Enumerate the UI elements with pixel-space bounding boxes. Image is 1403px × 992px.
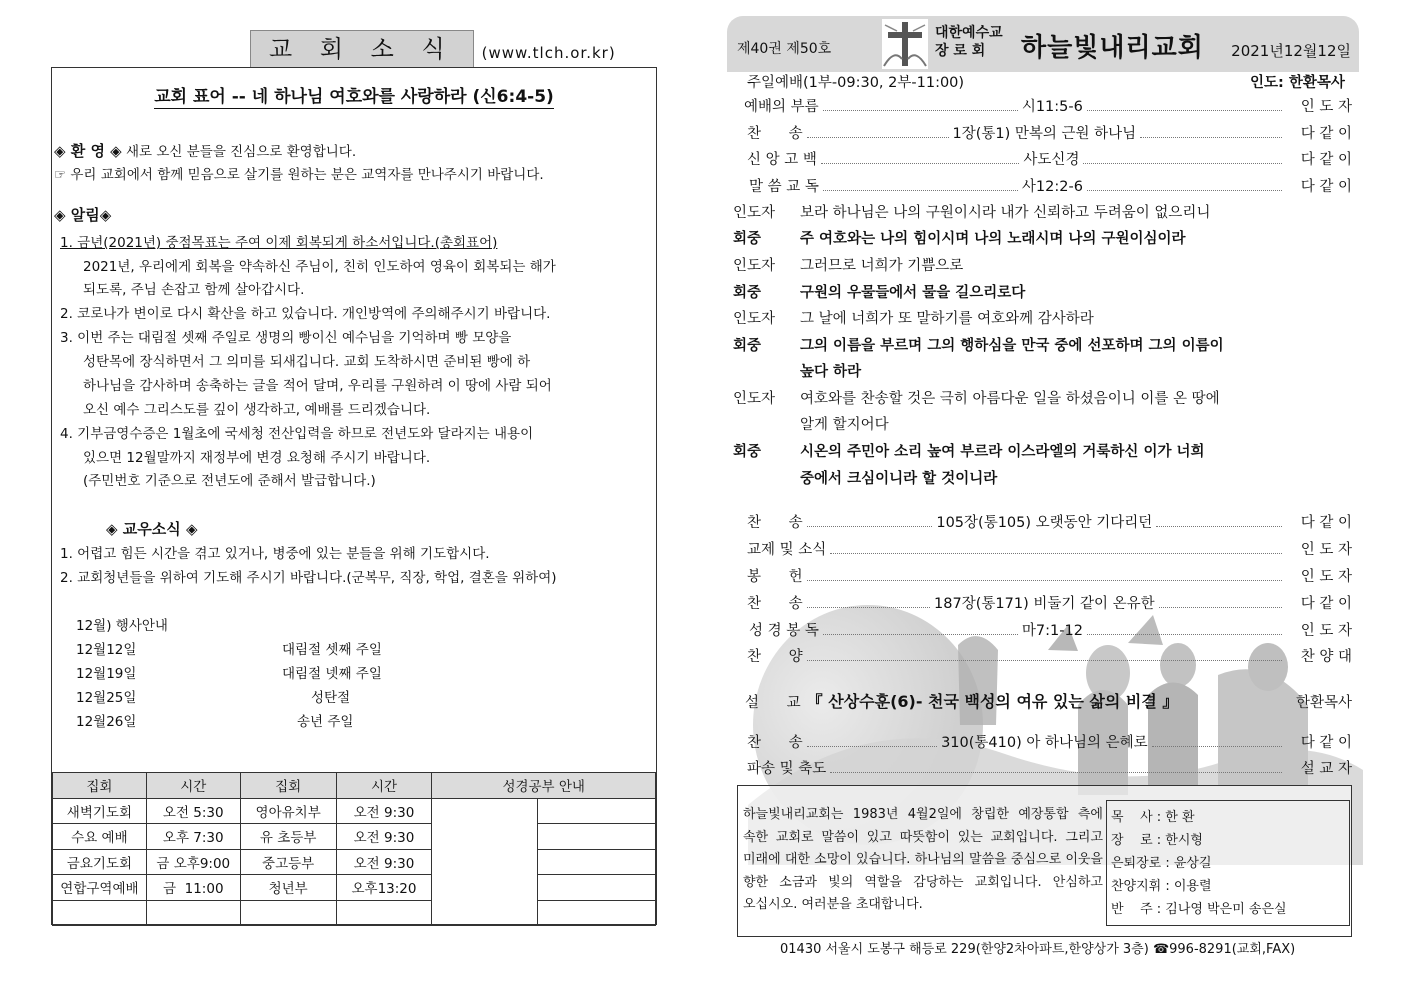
member-news-2: 2. 교회청년들을 위하여 기도해 주시기 바랍니다.(군복무, 직장, 학업, 결혼을 위하여) bbox=[60, 570, 557, 586]
table-cell bbox=[240, 900, 336, 926]
notice-4-line-3: (주민번호 기준으로 전년도에 준해서 발급합니다.) bbox=[83, 473, 376, 489]
notice-4: 4. 기부금영수증은 1월초에 국세청 전산입력을 하므로 전년도와 달라지는 내용이 bbox=[60, 426, 534, 442]
bible-study-cell bbox=[538, 824, 656, 850]
table-cell: 금 11:00 bbox=[146, 875, 240, 901]
sermon-preacher: 한환목사 bbox=[1295, 695, 1352, 711]
volume-number: 제40권 제50호 bbox=[737, 41, 832, 57]
sermon-title: 『 산상수훈(6)- 천국 백성의 여유 있는 삶의 비결 』 bbox=[806, 692, 1179, 711]
reading-speaker: 회중 bbox=[733, 231, 762, 247]
bible-study-cell bbox=[538, 849, 656, 875]
column-header: 성경공부 안내 bbox=[432, 773, 656, 799]
notice-1-line-3: 되도록, 주님 손잡고 함께 살아갑시다. bbox=[83, 282, 305, 298]
column-header: 집회 bbox=[240, 773, 336, 799]
reading-line: 보라 하나님은 나의 구원이시라 내가 신뢰하고 두려움이 없으리니 bbox=[800, 205, 1211, 221]
church-cross-logo-icon bbox=[882, 19, 928, 69]
church-staff-list bbox=[1106, 800, 1350, 926]
service-schedule-table bbox=[52, 772, 656, 926]
service-times: 주일예배(1부-09:30, 2부-11:00) bbox=[747, 75, 965, 91]
notice-4-line-2: 있으면 12월말까지 재정부에 변경 요청해 주시기 바랍니다. bbox=[83, 450, 431, 466]
events-heading: 12월) 행사안내 bbox=[76, 618, 168, 634]
reading-line: 그의 이름을 부르며 그의 행하심을 만국 중에 선포하며 그의 이름이 bbox=[800, 338, 1224, 354]
reading-speaker: 회중 bbox=[733, 444, 762, 460]
reading-line: 주 여호와는 나의 힘이시며 나의 노래시며 나의 구원이심이라 bbox=[800, 231, 1186, 247]
reading-line: 알게 할지어다 bbox=[800, 417, 889, 433]
order-item: 찬 양 찬 양 대 bbox=[747, 649, 1352, 665]
reading-speaker: 인도자 bbox=[733, 391, 776, 407]
event-date: 12월12일 bbox=[76, 642, 137, 658]
reading-line: 그러므로 너희가 기쁨으로 bbox=[800, 258, 964, 274]
members-heading: ◈ 교우소식 ◈ bbox=[106, 520, 198, 538]
order-item: 찬 송 105장(통105) 오랫동안 기다리던 다 같 이 bbox=[747, 515, 1353, 531]
bible-study-cell bbox=[538, 875, 656, 901]
event-name: 송년 주일 bbox=[297, 714, 354, 730]
service-leader: 인도: 한환목사 bbox=[1250, 75, 1345, 91]
reading-speaker: 인도자 bbox=[733, 205, 776, 221]
event-date: 12월26일 bbox=[76, 714, 137, 730]
table-cell: 오전 9:30 bbox=[336, 798, 432, 824]
staff-line: 장 로 : 한시형 bbox=[1111, 833, 1203, 848]
sermon-label: 설 교 bbox=[745, 695, 801, 711]
church-description: 하늘빛내리교회는 1983년 4월2일에 창립한 예장통합 측에 속한 교회로 말씀이 있고 따뜻함이 있는 교회입니다. 그리고 미래에 대한 소망이 있습니다. 하나님의 말씀을 중심으로 이웃을 향한 소금과 빛의 역할을 감당하는 교회입니다. 안심하고 오십시오. 여러분을 초대합니다. bbox=[743, 807, 1103, 912]
table-cell: 오후 7:30 bbox=[146, 824, 240, 850]
notice-3-line-3: 하나님을 감사하며 송축하는 글을 적어 달며, 우리를 구원하려 이 땅에 사람 되어 bbox=[83, 378, 552, 394]
table-cell: 오전 5:30 bbox=[146, 798, 240, 824]
staff-line: 반 주 : 김나영 박은미 송은실 bbox=[1111, 902, 1287, 917]
church-url[interactable]: (www.tlch.or.kr) bbox=[481, 44, 616, 62]
column-header: 시간 bbox=[336, 773, 432, 799]
order-item: 찬 송 187장(통171) 비둘기 같이 온유한 다 같 이 bbox=[747, 596, 1352, 612]
reading-speaker: 인도자 bbox=[733, 258, 776, 274]
reading-speaker: 회중 bbox=[733, 285, 762, 301]
reading-speaker: 인도자 bbox=[733, 311, 776, 327]
order-item: 찬 송 310(통410) 아 하나님의 은혜로 다 같 이 bbox=[747, 735, 1353, 751]
notice-3: 3. 이번 주는 대림절 셋째 주일로 생명의 빵이신 예수님을 기억하며 빵 모양을 bbox=[60, 330, 512, 346]
bulletin-banner bbox=[727, 16, 1359, 72]
reading-line: 구원의 우물들에서 물을 길으리로다 bbox=[800, 285, 1026, 301]
table-row bbox=[53, 900, 656, 926]
table-header-row bbox=[53, 773, 656, 799]
church-address: 01430 서울시 도봉구 해등로 229(한양2차아파트,한양상가 3층) ☎996-8291(교회,FAX) bbox=[780, 942, 1296, 957]
bible-study-cell bbox=[538, 900, 656, 926]
event-name: 성탄절 bbox=[311, 690, 351, 706]
notice-2: 2. 코로나가 변이로 다시 확산을 하고 있습니다. 개인방역에 주의해주시기 바랍니다. bbox=[60, 306, 551, 322]
table-cell: 영아유치부 bbox=[240, 798, 336, 824]
reading-line: 시온의 주민아 소리 높여 부르라 이스라엘의 거룩하신 이가 너희 bbox=[800, 444, 1205, 460]
order-item: 성 경 봉 독 마7:1-12 인 도 자 bbox=[749, 623, 1353, 639]
church-motto: 교회 표어 -- 네 하나님 여호와를 사랑하라 (신6:4-5) bbox=[154, 87, 554, 107]
staff-line: 찬양지휘 : 이용렬 bbox=[1111, 879, 1212, 894]
notice-3-line-4: 오신 예수 그리스도를 깊이 생각하고, 예배를 드리겠습니다. bbox=[83, 402, 431, 418]
column-header: 집회 bbox=[53, 773, 147, 799]
event-date: 12월25일 bbox=[76, 690, 137, 706]
table-cell: 금요기도회 bbox=[53, 849, 147, 875]
event-name: 대림절 넷째 주일 bbox=[282, 666, 382, 682]
bible-study-cell bbox=[538, 798, 656, 824]
staff-line: 목 사 : 한 환 bbox=[1111, 810, 1195, 825]
table-cell: 새벽기도회 bbox=[53, 798, 147, 824]
order-item: 교제 및 소식 인 도 자 bbox=[747, 542, 1352, 558]
reading-line: 중에서 크심이니라 할 것이니라 bbox=[800, 471, 998, 487]
reading-line: 그 날에 너희가 또 말하기를 여호와께 감사하라 bbox=[800, 311, 1094, 327]
order-item: 봉 헌 인 도 자 bbox=[747, 569, 1352, 585]
reading-line: 여호와를 찬송할 것은 극히 아름다운 일을 하셨음이니 이를 온 땅에 bbox=[800, 391, 1220, 407]
news-box bbox=[51, 67, 657, 925]
notice-1: 1. 금년(2021년) 중점목표는 주여 이제 회복되게 하소서입니다.(총회표어) bbox=[60, 235, 498, 251]
bulletin-date: 2021년12월12일 bbox=[1231, 42, 1351, 60]
table-row bbox=[53, 849, 656, 875]
event-date: 12월19일 bbox=[76, 666, 137, 682]
notice-3-line-2: 성탄목에 장식하면서 그 의미를 되새깁니다. 교회 도착하시면 준비된 빵에 하 bbox=[83, 354, 531, 370]
table-row bbox=[53, 798, 656, 824]
table-cell: 청년부 bbox=[240, 875, 336, 901]
reading-speaker: 회중 bbox=[733, 338, 762, 354]
welcome-text: 새로 오신 분들을 진심으로 환영합니다. bbox=[121, 144, 357, 160]
staff-line: 은퇴장로 : 윤상길 bbox=[1111, 856, 1212, 871]
table-cell: 유 초등부 bbox=[240, 824, 336, 850]
order-item: 말 씀 교 독 사12:2-6 다 같 이 bbox=[749, 179, 1353, 195]
order-item: 신 앙 고 백 사도신경 다 같 이 bbox=[747, 152, 1353, 168]
denomination: 대한예수교 장 로 회 bbox=[935, 25, 1003, 59]
table-cell: 오전 9:30 bbox=[336, 824, 432, 850]
notice-heading: ◈ 알림◈ bbox=[54, 206, 112, 224]
table-cell bbox=[336, 900, 432, 926]
notice-1-line-2: 2021년, 우리에게 회복을 약속하신 주님이, 친히 인도하여 영육이 회복되는 해가 bbox=[83, 259, 556, 275]
welcome-line-2: ☞ 우리 교회에서 함께 믿음으로 살기를 원하는 분은 교역자를 만나주시기 바랍니다. bbox=[54, 167, 544, 183]
section-title: 교 회 소 식 bbox=[250, 30, 474, 68]
table-cell: 오전 9:30 bbox=[336, 849, 432, 875]
table-cell: 연합구역예배 bbox=[53, 875, 147, 901]
welcome-heading: ◈ 환 영 ◈ bbox=[54, 142, 122, 160]
news-header bbox=[250, 28, 616, 68]
member-news-1: 1. 어렵고 힘든 시간을 겪고 있거나, 병중에 있는 분들을 위해 기도합시다. bbox=[60, 546, 490, 562]
table-cell bbox=[146, 900, 240, 926]
order-item: 예배의 부름 시11:5-6 인 도 자 bbox=[744, 99, 1352, 115]
table-cell: 오후13:20 bbox=[336, 875, 432, 901]
table-row bbox=[53, 875, 656, 901]
table-cell: 수요 예배 bbox=[53, 824, 147, 850]
order-item: 파송 및 축도 설 교 자 bbox=[747, 761, 1352, 777]
table-cell: 금 오후9:00 bbox=[146, 849, 240, 875]
reading-line: 높다 하라 bbox=[800, 364, 862, 380]
welcome-line bbox=[54, 142, 356, 161]
church-name: 하늘빛내리교회 bbox=[1021, 33, 1204, 63]
church-info-box bbox=[737, 785, 1352, 937]
sermon-row bbox=[737, 686, 1352, 712]
column-header: 시간 bbox=[146, 773, 240, 799]
table-cell bbox=[53, 900, 147, 926]
order-item: 찬 송 1장(통1) 만복의 근원 하나님 다 같 이 bbox=[747, 126, 1352, 142]
table-cell: 중고등부 bbox=[240, 849, 336, 875]
table-row bbox=[53, 824, 656, 850]
event-name: 대림절 셋째 주일 bbox=[282, 642, 382, 658]
bible-study-cell bbox=[432, 798, 538, 926]
